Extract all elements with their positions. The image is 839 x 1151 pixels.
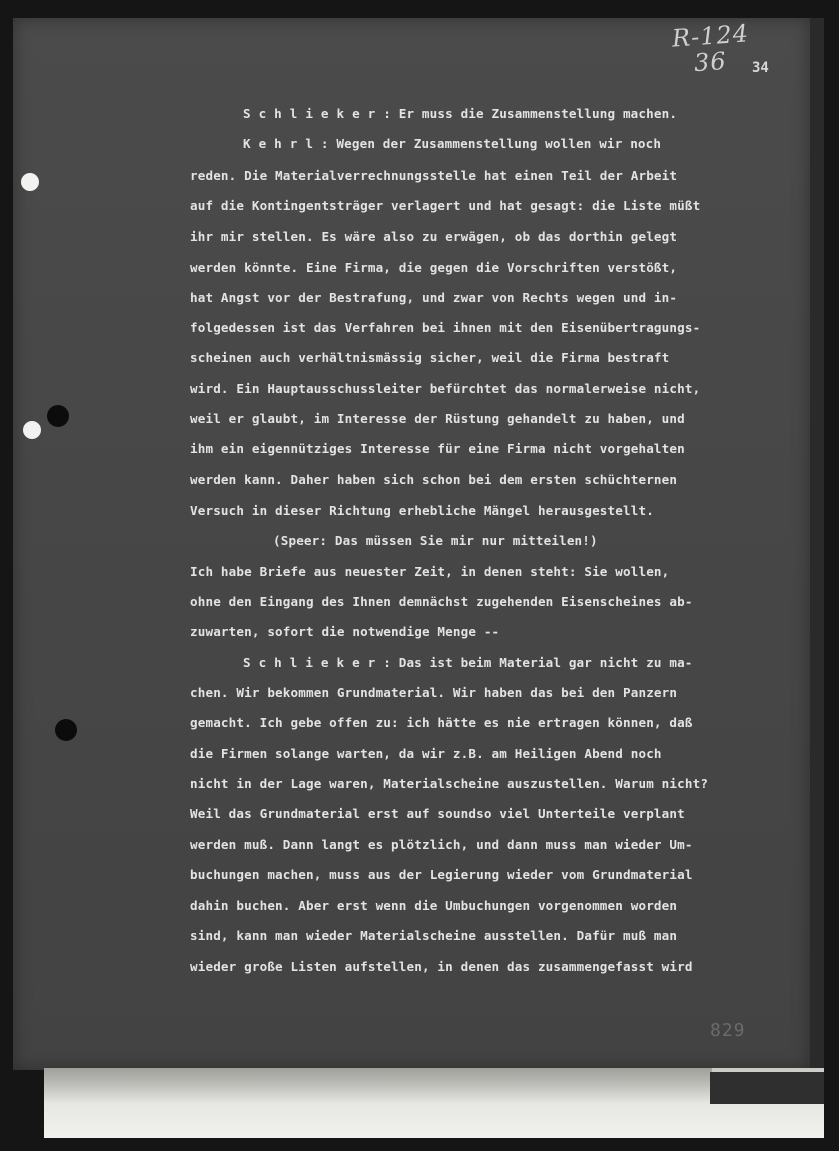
transcript-line: folgedessen ist das Verfahren bei ihnen mit den Eisenübertragungs-	[190, 320, 701, 335]
transcript-line: buchungen machen, muss aus der Legierung wieder vom Grundmaterial	[190, 867, 693, 882]
transcript-line: dahin buchen. Aber erst wenn die Umbuchungen vorgenommen worden	[190, 898, 678, 913]
page-number: 34	[752, 60, 769, 76]
stamped-folio-number: 829	[710, 1020, 746, 1041]
transcript-line: ohne den Eingang des Ihnen demnächst zugehenden Eisenscheines ab-	[190, 594, 693, 609]
transcript-line: wieder große Listen aufstellen, in denen das zusammengefasst wird	[190, 959, 693, 974]
transcript-line: weil er glaubt, im Interesse der Rüstung gehandelt zu haben, und	[190, 411, 685, 426]
transcript-line: Weil das Grundmaterial erst auf soundso viel Unterteile verplant	[190, 806, 685, 821]
transcript-line: wird. Ein Hauptausschussleiter befürchtet das normalerweise nicht,	[190, 381, 701, 396]
transcript-line-interjection: (Speer: Das müssen Sie mir nur mitteilen!)	[273, 533, 598, 548]
strip-shadow	[44, 1068, 712, 1102]
transcript-line: Ich habe Briefe aus neuester Zeit, in denen steht: Sie wollen,	[190, 564, 670, 579]
transcript-line: sind, kann man wieder Materialscheine ausstellen. Dafür muß man	[190, 928, 678, 943]
speaker-name: Schlieker	[243, 106, 384, 121]
transcript-line: werden könnte. Eine Firma, die gegen die Vorschriften verstößt,	[190, 260, 678, 275]
punch-hole	[47, 405, 69, 427]
transcript-line: werden kann. Daher haben sich schon bei dem ersten schüchternen	[190, 472, 678, 487]
transcript-line: chen. Wir bekommen Grundmaterial. Wir haben das bei den Panzern	[190, 685, 678, 700]
transcript-line: die Firmen solange warten, da wir z.B. am Heiligen Abend noch	[190, 746, 662, 761]
transcript-line: ihr mir stellen. Es wäre also zu erwägen, ob das dorthin gelegt	[190, 229, 678, 244]
speaker-name: Kehrl	[243, 136, 321, 151]
transcript-line: reden. Die Materialverrechnungsstelle hat einen Teil der Arbeit	[190, 168, 678, 183]
punch-hole	[23, 421, 41, 439]
archive-reference-annotation: R-124	[671, 19, 750, 53]
transcript-line: ihm ein eigennütziges Interesse für eine Firma nicht vorgehalten	[190, 441, 685, 456]
transcript-line: scheinen auch verhältnismässig sicher, weil die Firma bestraft	[190, 350, 670, 365]
line-text: : Das ist beim Material gar nicht zu ma-	[383, 655, 693, 670]
speaker-name: Schlieker	[243, 655, 384, 670]
line-text: : Wegen der Zusammenstellung wollen wir noch	[320, 136, 662, 151]
transcript-line: hat Angst vor der Bestrafung, und zwar von Rechts wegen und in-	[190, 290, 678, 305]
transcript-line: auf die Kontingentsträger verlagert und hat gesagt: die Liste müßt	[190, 198, 701, 213]
transcript-line: gemacht. Ich gebe offen zu: ich hätte es nie ertragen können, daß	[190, 715, 693, 730]
strip-dark-tab	[710, 1072, 824, 1104]
transcript-line	[243, 108, 677, 121]
transcript-line: zuwarten, sofort die notwendige Menge --	[190, 624, 500, 639]
transcript-line: werden muß. Dann langt es plötzlich, und dann muss man wieder Um-	[190, 837, 693, 852]
transcript-line: nicht in der Lage waren, Materialscheine auszustellen. Warum nicht?	[190, 776, 709, 791]
archive-reference-subnumber: 36	[693, 46, 728, 78]
transcript-line	[243, 657, 693, 670]
transcript-line	[243, 138, 661, 151]
line-text: : Er muss die Zusammenstellung machen.	[383, 106, 678, 121]
punch-hole	[21, 173, 39, 191]
punch-hole	[55, 719, 77, 741]
transcript-line: Versuch in dieser Richtung erhebliche Mängel herausgestellt.	[190, 503, 654, 518]
